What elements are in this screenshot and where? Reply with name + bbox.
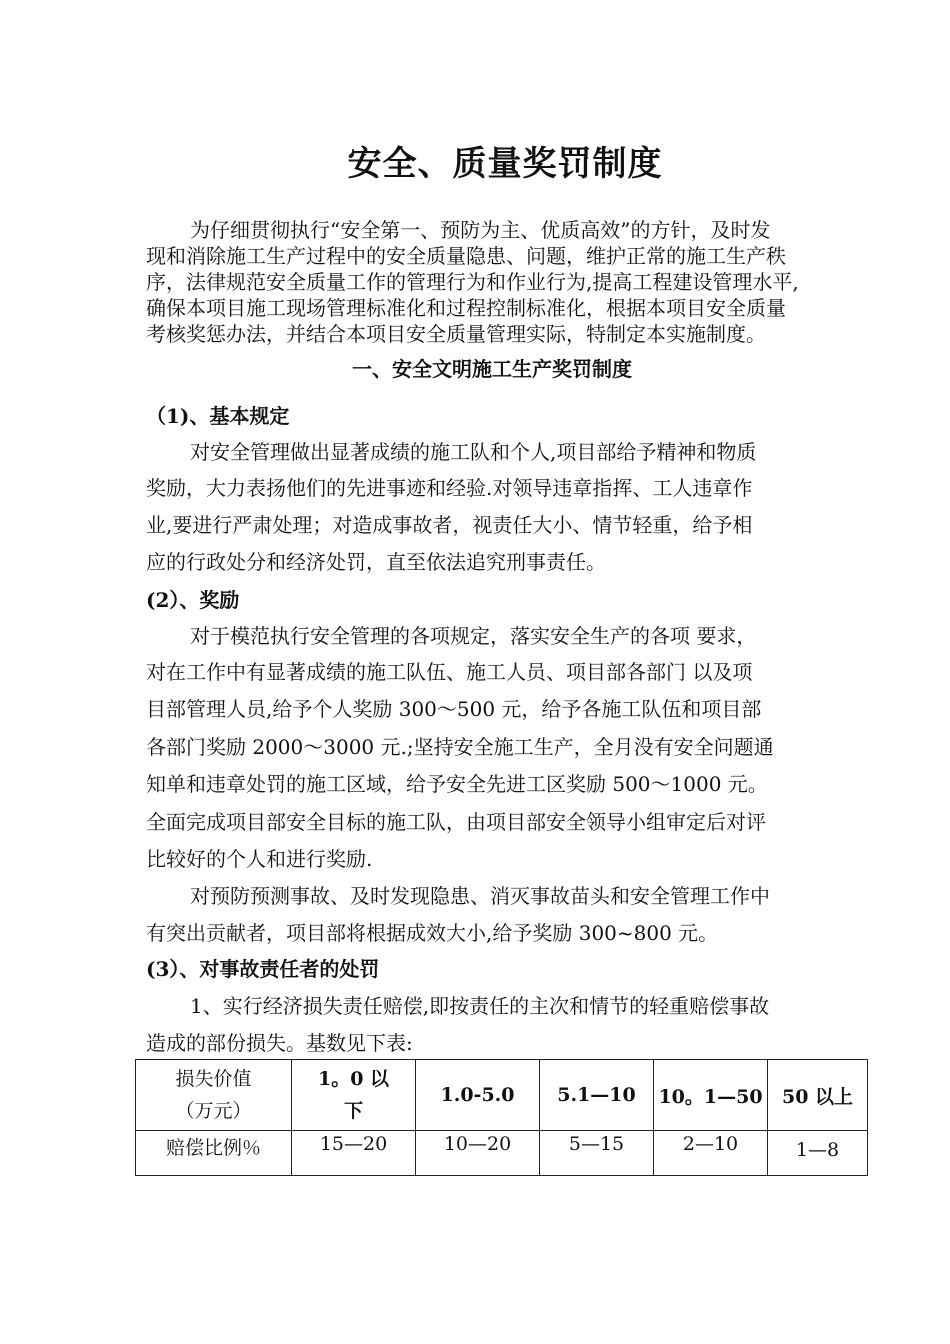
table-cell: 15—20	[292, 1131, 416, 1176]
intro-line: 为仔细贯彻执行“安全第一、预防为主、优质高效”的方针，及时发	[190, 218, 771, 242]
intro-line: 序，法律规范安全质量工作的管理行为和作业行为,提高工程建设管理水平,	[146, 270, 799, 294]
paragraph-line: 业,要进行严肃处理；对造成事故者，视责任大小、情节轻重，给予相	[146, 513, 753, 537]
table-row-label	[136, 1060, 292, 1131]
paragraph-line: 1、实行经济损失责任赔偿,即按责任的主次和情节的轻重赔偿事故	[190, 994, 770, 1018]
paragraph-line: 各部门奖励 2000～3000 元.;坚持安全施工生产，全月没有安全问题通	[146, 735, 774, 759]
table-cell: 5—15	[540, 1131, 654, 1176]
table-cell: 10—20	[416, 1131, 540, 1176]
intro-line: 确保本项目施工现场管理标准化和过程控制标准化，根据本项目安全质量	[146, 296, 786, 320]
table-header-row	[136, 1060, 868, 1131]
intro-line: 现和消除施工生产过程中的安全质量隐患、问题，维护正常的施工生产秩	[146, 244, 786, 268]
table-header-cell: 1.0-5.0	[416, 1060, 540, 1131]
paragraph-line: 造成的部份损失。基数见下表:	[146, 1031, 413, 1055]
paragraph-line: 对在工作中有显著成绩的施工队伍、施工人员、项目部各部门 以及项	[146, 660, 753, 684]
table-header-cell: 5.1—10	[540, 1060, 654, 1131]
section-heading: 一、安全文明施工生产奖罚制度	[352, 357, 632, 381]
intro-line: 考核奖惩办法，并结合本项目安全质量管理实际，特制定本实施制度。	[146, 322, 766, 346]
paragraph-line: 有突出贡献者，项目部将根据成效大小,给予奖励 300~800 元。	[146, 921, 719, 945]
compensation-table	[135, 1059, 868, 1176]
subsection-heading: (2）、奖励	[146, 588, 240, 612]
table-cell: 损失价值	[175, 1068, 252, 1090]
table-cell: 1。0 以	[317, 1068, 390, 1090]
table-row	[136, 1131, 868, 1176]
table-header-cell	[292, 1060, 416, 1131]
paragraph-line: 对于模范执行安全管理的各项规定，落实安全生产的各项 要求，	[190, 624, 757, 648]
table-cell: （万元）	[175, 1100, 252, 1122]
subsection-heading: （1)、基本规定	[146, 404, 290, 428]
paragraph-line: 奖励，大力表扬他们的先进事迹和经验.对领导违章指挥、工人违章作	[146, 476, 753, 500]
table-cell: 下	[343, 1100, 363, 1122]
table-header-cell: 10。1—50	[654, 1060, 768, 1131]
paragraph-line: 知单和违章处罚的施工区域，给予安全先进工区奖励 500～1000 元。	[146, 772, 768, 796]
table-row-label: 赔偿比例％	[136, 1131, 292, 1176]
paragraph-line: 对安全管理做出显著成绩的施工队和个人,项目部给予精神和物质	[190, 440, 757, 464]
table-cell: 2—10	[654, 1131, 768, 1176]
table-cell: 1—8	[768, 1131, 868, 1176]
paragraph-line: 全面完成项目部安全目标的施工队，由项目部安全领导小组审定后对评	[146, 810, 766, 834]
table-header-cell: 50 以上	[768, 1060, 868, 1131]
paragraph-line: 对预防预测事故、及时发现隐患、消灭事故苗头和安全管理工作中	[190, 884, 770, 908]
subsection-heading: (3）、对事故责任者的处罚	[146, 957, 380, 981]
paragraph-line: 目部管理人员,给予个人奖励 300～500 元，给予各施工队伍和项目部	[146, 697, 762, 721]
paragraph-line: 应的行政处分和经济处罚，直至依法追究刑事责任。	[146, 550, 606, 574]
document-title: 安全、质量奖罚制度	[347, 144, 663, 184]
paragraph-line: 比较好的个人和进行奖励.	[146, 847, 373, 871]
